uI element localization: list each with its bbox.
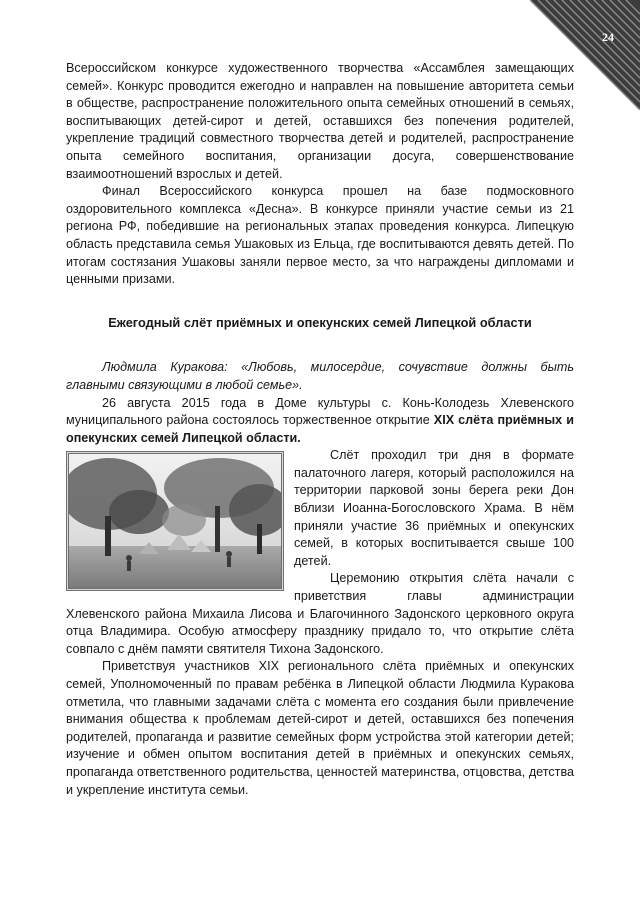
document-body xyxy=(66,60,574,799)
paragraph-ceremony: Церемонию открытия слёта начали с приветствия главы администрации Хлевенского района Михаила Лисова и Благочинного Задонского церковного округа отца Владимира. Особую атмосферу празднику придало то, что открытие слёта совпало с днём памяти святителя Тихона Задонского. xyxy=(66,571,574,656)
section-quote: Людмила Куракова: «Любовь, милосердие, сочувствие должны быть главными связующими в любой семье». xyxy=(66,360,574,392)
section-heading: Ежегодный слёт приёмных и опекунских семей Липецкой области xyxy=(108,314,532,330)
paragraph-opening xyxy=(66,395,574,448)
opening-text: 26 августа 2015 года в Доме культуры с. Конь-Колодезь Хлевенского муниципального района состоялось торжественное открытие xyxy=(66,395,574,428)
camp-photo xyxy=(66,451,284,591)
opening-bold-title: XIX слёта приёмных и опекунских семей Липецкой области. xyxy=(66,413,574,445)
paragraph-contest-intro: Всероссийском конкурсе художественного творчества «Ассамблея замещающих семей». Конкурс проводится ежегодно и направлен на повышение авторитета семьи в обществе, распространение положительного опыта семейных отношений в семьях, воспитывающих детей-сирот и детей, оставшихся без попечения родителей, укрепление традиций совместного творчества детей и родителей, распространение опыта семейного воспитания, организации досуга, совершенствование взаимоотношений взрослых и детей. xyxy=(66,61,574,181)
paragraph-closing: Приветствуя участников XIX регионального слёта приёмных и опекунских семей, Уполномоченный по правам ребёнка в Липецкой области Людмила Куракова отметила, что главными задачами слёта с момента его создания были привлечение внимания общества к проблемам детей-сирот и детей, оставшихся без попечения родителей, пропаганда и развитие семейных форм устройства этой категории детей; изучение и обмен опытом воспитания детей в приёмных и опекунских семьях, пропаганда ответственного родительства, ценностей материнства, отцовства, детства и укрепление института семьи. xyxy=(66,659,574,797)
trees-photo-illustration xyxy=(69,454,281,588)
page-number: 24 xyxy=(602,30,614,44)
paragraph-camp: Слёт проходил три дня в формате палаточного лагеря, который расположился на территории парковой зоны берега реки Дон вблизи Иоанна-Богословского Храма. В нём приняли участие 36 приёмных и опекунских семей, в которых воспитывается свыше 100 детей. xyxy=(294,448,574,568)
paragraph-contest-final: Финал Всероссийского конкурса прошел на базе подмосковного оздоровительного комплекса «Десна». В конкурсе приняли участие семьи из 21 региона РФ, победившие на региональных этапах проведения конкурса. Липецкую область представила семья Ушаковых из Ельца, где воспитываются девять детей. По итогам состязания Ушаковы заняли первое место, за что награждены дипломами и ценными призами. xyxy=(66,184,574,287)
